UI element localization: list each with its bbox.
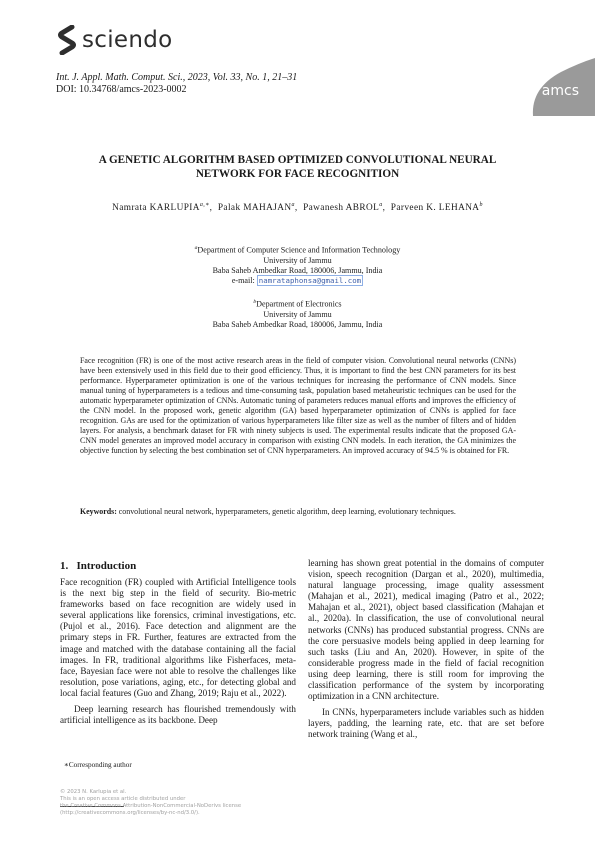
- publisher-name: sciendo: [82, 27, 173, 53]
- affiliation-b: $^b$Department of Electronics University of Jammu Baba Saheb Ambedkar Road, 180006, Jammu, India: [212, 299, 383, 330]
- body-column-right: [308, 558, 544, 741]
- section-heading: 1. Introduction: [60, 560, 137, 572]
- doi-link[interactable]: DOI: 10.34768/amcs-2023-0002: [56, 84, 187, 95]
- title-line-1: A GENETIC ALGORITHM BASED OPTIMIZED CONVOLUTIONAL NEURAL: [98, 154, 497, 166]
- title-line-2: NETWORK FOR FACE RECOGNITION: [195, 168, 400, 180]
- author-list: [40, 201, 555, 213]
- footnote: ∗Corresponding author: [64, 761, 132, 769]
- journal-citation: Int. J. Appl. Math. Comput. Sci., 2023, Vol. 33, No. 1, 21–31: [56, 72, 298, 83]
- paragraph: In CNNs, hyperparameters include variables such as hidden layers, padding, the learning rate, etc. that are set before network training (Wang et al.,: [308, 707, 544, 740]
- paragraph: Deep learning research has flourished tremendously with artificial intelligence as its backbone. Deep: [60, 704, 296, 726]
- paper-title: [60, 153, 535, 181]
- publisher-logo: [58, 25, 173, 55]
- affiliation-a: $^a$Department of Computer Science and Information Technology University of Jammu Baba Saheb Ambedkar Road, 180006, Jammu, India e-mail: namrataphonsa@gmail.com: [194, 245, 401, 286]
- author: Palak MAHAJAN$^a$,: [217, 202, 298, 214]
- sciendo-logo-icon: [58, 25, 76, 55]
- paragraph: learning has shown great potential in the domains of computer vision, speech recognition (Dargan et al., 2020), multimedia, natural language processing, image quality assessment (Mahajan et al., 2021), medical imaging (Patro et al., 2022; Mahajan et al., 2021), object based classification (Mahajan et al., 2020a). In classification, the use of convolutional neural networks (CNNs) has produced substantial progress. CNNs are the core persuasive models being applied in deep learning for such tasks (Liu and An, 2020). However, in spite of the considerable progress made in the field of facial recognition using deep learning, there is still room for improving the classification performance of the system by incorporating optimization in a CNN architecture.: [308, 558, 544, 702]
- author: Pawanesh ABROL$^a$,: [303, 202, 386, 214]
- email-link[interactable]: namrataphonsa@gmail.com: [258, 276, 362, 286]
- paragraph: Face recognition (FR) coupled with Artificial Intelligence tools is the next big step in the field of security. Bio-metric frameworks based on face recognition are widely used in several applications like forensics, criminal investigations, etc. (Pujol et al., 2016). Face detection and alignment are the primary steps in FR. Further, features are extracted from the image and matched with the database containing all the facial images. In FR, traditional algorithms like Fisherfaces, meta-face, Bayesian face were not able to resolve the challenges like resolution, pose variations, aging, etc., for detecting global and local facial features (Guo and Zhang, 2019; Raju et al., 2022).: [60, 577, 296, 698]
- license-notice: © 2023 N. Karlupia et al. This is an open access article distributed under the Creative Commons Attribution-NonCommercial-NoDerivs license (http://creativecommons.org/licenses/by-nc-nd/3.0/).: [60, 789, 242, 816]
- author: Parveen K. LEHANA$^b$: [390, 202, 483, 214]
- abstract: Face recognition (FR) is one of the most active research areas in the field of computer vision. Convolutional neural networks (CNNs) have been extensively used in this field due to their good efficiency. Thus, it is important to find the best CNN parameters for its best performance. Hyperparameter optimization is one of the various techniques for increasing the performance of CNN models. Since manual tuning of hyperparameters is a tedious and time-consuming task, population based metaheuristic techniques can be used for the automatic hyperparameter optimization of CNNs. Automatic tuning of parameters reduces manual efforts and improves the efficiency of the CNN model. In the proposed work, genetic algorithm (GA) based hyperparameter optimization of CNNs is applied for face recognition. GAs are used for the optimization of various hyperparameters like filter size as well as the number of filters and of hidden layers. For analysis, a benchmark dataset for FR with ninety subjects is used. The experimental results indicate that the proposed GA-CNN model generates an improved model accuracy in comparison with existing CNN models. In each iteration, the GA minimizes the objective function by selecting the best combination set of CNN hyperparameters. An improved accuracy of 94.5 % is obtained for FR.: [80, 356, 516, 455]
- keywords: Keywords: convolutional neural network, hyperparameters, genetic algorithm, deep learning, evolutionary techniques.: [80, 507, 456, 516]
- journal-mark-label: amcs: [541, 83, 579, 99]
- body-column-left: [60, 577, 296, 726]
- author: Namrata $KARLUPIA^{a,∗}$,: [112, 202, 213, 214]
